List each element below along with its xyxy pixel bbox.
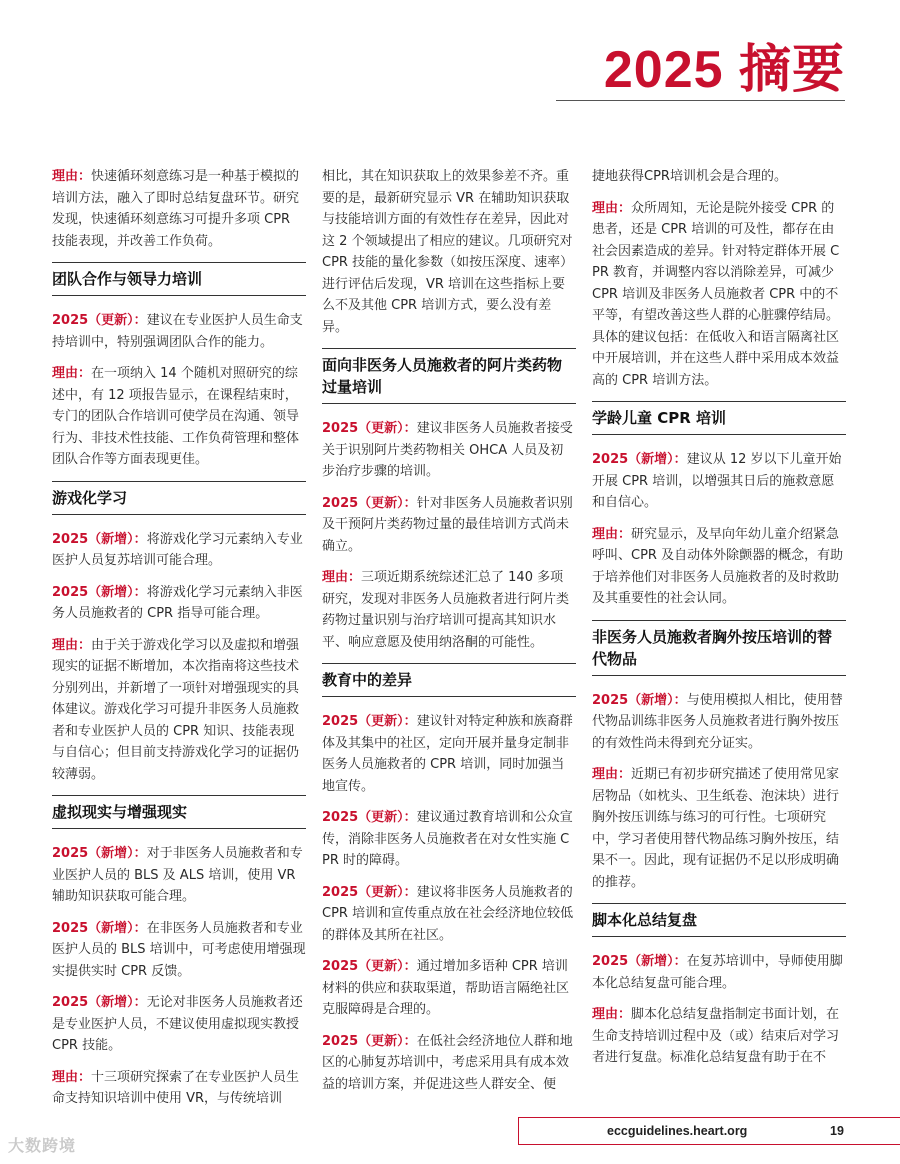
paragraph-text: 十三项研究探索了在专业医护人员生命支持知识培训中使用 VR，与传统培训 bbox=[52, 1069, 300, 1106]
column-3 bbox=[592, 166, 846, 1079]
section-heading: 教育中的差异 bbox=[322, 663, 576, 697]
paragraph-text: 在复苏培训中，导师使用脚本化总结复盘可能合理。 bbox=[592, 954, 843, 991]
paragraph bbox=[592, 524, 846, 610]
label-tag: 2025（新增）： bbox=[52, 584, 147, 600]
paragraph-text: 近期已有初步研究描述了使用常见家居物品（如枕头、卫生纸卷、泡沫块）进行胸外按压训练与练习的可行性。七项研究中，学习者使用替代物品练习胸外按压，结果不一。因此，现有证据仍不足以形成明确的推荐。 bbox=[592, 767, 840, 890]
label-tag: 2025（新增）： bbox=[52, 846, 147, 861]
label-tag: 2025（更新）： bbox=[322, 421, 417, 436]
paragraph-text: 由于关于游戏化学习以及虚拟和增强现实的证据不断增加，本次指南将这些技术分别列出，并新增了一项针对增强现实的具体建议。游戏化学习可提升非医务人员施救者和专业医护人员的 CPR 知识、技能表现与自信心；但目前支持游戏化学习的证据仍较薄弱。 bbox=[52, 637, 300, 782]
label-tag: 2025（更新）： bbox=[52, 313, 147, 328]
paragraph bbox=[52, 166, 306, 252]
paragraph-text: 众所周知，无论是院外接受 CPR 的患者，还是 CPR 培训的可及性，都存在由社会因素造成的差异。针对特定群体开展 CPR 教育，并调整内容以消除差异，可减少 CPR 培训及非医务人员施救者 CPR 中的不平等，有望改善这些人群的心脏骤停结局。具体的建议包括：在低收入和语言隔离社区中开展培训，并在这些人群中采用成本效益高的 CPR 培训方法。 bbox=[592, 200, 840, 388]
label-tag: 理由： bbox=[52, 366, 92, 381]
paragraph-text: 建议将非医务人员施救者的 CPR 培训和宣传重点放在社会经济地位较低的群体及其所在社区。 bbox=[322, 884, 574, 943]
paragraph bbox=[52, 582, 306, 625]
paragraph-text: 研究显示，及早向年幼儿童介绍紧急呼叫、CPR 及自动体外除颤器的概念，有助于培养他们对非医务人员施救者的及时救助及其重要性的社会认同。 bbox=[592, 526, 844, 606]
paragraph bbox=[322, 418, 576, 483]
paragraph bbox=[592, 1004, 846, 1069]
paragraph-text: 建议针对特定种族和族裔群体及其集中的社区，定向开展并量身定制非医务人员施救者的 CPR 培训，同时加强当地宣传。 bbox=[322, 714, 573, 794]
paragraph bbox=[592, 690, 846, 755]
paragraph-text: 建议通过教育培训和公众宣传，消除非医务人员施救者在对女性实施 CPR 时的障碍。 bbox=[322, 810, 573, 868]
paragraph bbox=[322, 807, 576, 872]
column-1 bbox=[52, 166, 306, 1120]
paragraph bbox=[52, 1067, 306, 1110]
section-heading: 非医务人员施救者胸外按压培训的替代物品 bbox=[592, 620, 846, 676]
section-heading: 脚本化总结复盘 bbox=[592, 903, 846, 937]
label-tag: 理由： bbox=[592, 1007, 632, 1022]
label-tag: 2025（新增）： bbox=[52, 995, 147, 1010]
paragraph bbox=[322, 493, 576, 558]
footer-url: eccguidelines.heart.org bbox=[607, 1124, 748, 1138]
section-heading: 游戏化学习 bbox=[52, 481, 306, 515]
paragraph-text: 在一项纳入 14 个随机对照研究的综述中，有 12 项报告显示，在课程结束时，专门的团队合作培训可使学员在沟通、领导行为、非技术性技能、工作负荷管理和整体团队合作等方面表现更佳。 bbox=[52, 366, 300, 467]
paragraph-text: 快速循环刻意练习是一种基于模拟的培训方法，融入了即时总结复盘环节。研究发现，快速循环刻意练习可提升多项 CPR 技能表现，并改善工作负荷。 bbox=[52, 169, 300, 249]
paragraph-text: 脚本化总结复盘指制定书面计划，在生命支持培训过程中及（或）结束后对学习者进行复盘。标准化总结复盘有助于在不 bbox=[592, 1007, 840, 1065]
label-tag: 理由： bbox=[592, 767, 632, 782]
paragraph bbox=[322, 1031, 576, 1096]
label-tag: 2025（新增）： bbox=[592, 954, 687, 969]
paragraph bbox=[52, 635, 306, 786]
paragraph-text: 建议非医务人员施救者接受关于识别阿片类药物相关 OHCA 人员及初步治疗步骤的培训。 bbox=[322, 421, 573, 479]
paragraph-text: 建议从 12 岁以下儿童开始开展 CPR 培训，以增强其日后的施救意愿和自信心。 bbox=[592, 452, 842, 510]
section-heading: 团队合作与领导力培训 bbox=[52, 262, 306, 296]
paragraph bbox=[322, 166, 576, 338]
title-divider bbox=[556, 100, 845, 101]
paragraph bbox=[52, 992, 306, 1057]
paragraph-text: 通过增加多语种 CPR 培训材料的供应和获取渠道，帮助语言隔绝社区克服障碍是合理的。 bbox=[322, 959, 570, 1017]
paragraph-text: 在低社会经济地位人群和地区的心肺复苏培训中，考虑采用具有成本效益的培训方案，并促进这些人群安全、便 bbox=[322, 1033, 573, 1092]
paragraph bbox=[52, 843, 306, 908]
paragraph bbox=[592, 764, 846, 893]
paragraph bbox=[52, 310, 306, 353]
paragraph-text: 与使用模拟人相比，使用替代物品训练非医务人员施救者进行胸外按压的有效性尚未得到充分证实。 bbox=[592, 692, 843, 751]
paragraph bbox=[592, 951, 846, 994]
page-title: 2025 摘要 bbox=[603, 41, 845, 99]
paragraph bbox=[322, 567, 576, 653]
paragraph-text: 在非医务人员施救者和专业医护人员的 BLS 培训中，可考虑使用增强现实提供实时 CPR 反馈。 bbox=[52, 920, 306, 979]
section-heading: 面向非医务人员施救者的阿片类药物过量培训 bbox=[322, 348, 576, 404]
paragraph bbox=[322, 711, 576, 797]
paragraph-text: 捷地获得CPR培训机会是合理的。 bbox=[592, 169, 787, 184]
section-heading: 虚拟现实与增强现实 bbox=[52, 795, 306, 829]
label-tag: 2025（更新）： bbox=[322, 959, 417, 974]
paragraph bbox=[592, 166, 846, 188]
paragraph-text: 建议在专业医护人员生命支持培训中，特别强调团队合作的能力。 bbox=[52, 313, 303, 350]
page-number: 19 bbox=[830, 1124, 844, 1138]
label-tag: 2025（更新）： bbox=[322, 714, 417, 729]
label-tag: 2025（新增）： bbox=[52, 531, 147, 547]
paragraph-text: 将游戏化学习元素纳入非医务人员施救者的 CPR 指导可能合理。 bbox=[52, 584, 303, 621]
watermark: 大数跨境 bbox=[8, 1136, 77, 1155]
label-tag: 2025（新增）： bbox=[592, 692, 687, 708]
paragraph-text: 相比，其在知识获取上的效果参差不齐。重要的是，最新研究显示 VR 在辅助知识获取与技能培训方面的有效性存在差异，因此对这 2 个领域提出了相应的建议。几项研究对 CPR 技能的量化参数（如按压深度、速率）进行评估后发现，VR 培训在这些指标上要么不及其他 CPR 培训方式，要么没有差异。 bbox=[322, 169, 574, 335]
paragraph bbox=[592, 198, 846, 392]
paragraph bbox=[52, 918, 306, 983]
column-2 bbox=[322, 166, 576, 1105]
label-tag: 2025（更新）： bbox=[322, 1033, 417, 1049]
label-tag: 理由： bbox=[592, 200, 632, 216]
label-tag: 理由： bbox=[52, 1069, 92, 1085]
paragraph bbox=[52, 529, 306, 572]
label-tag: 2025（更新）： bbox=[322, 884, 417, 900]
paragraph bbox=[322, 882, 576, 947]
paragraph bbox=[52, 363, 306, 471]
paragraph bbox=[322, 956, 576, 1021]
label-tag: 理由： bbox=[322, 570, 362, 585]
paragraph-text: 针对非医务人员施救者识别及干预阿片类药物过量的最佳培训方式尚未确立。 bbox=[322, 495, 573, 554]
paragraph-text: 对于非医务人员施救者和专业医护人员的 BLS 及 ALS 培训，使用 VR 辅助知识获取可能合理。 bbox=[52, 846, 303, 904]
label-tag: 理由： bbox=[52, 169, 92, 184]
label-tag: 理由： bbox=[52, 637, 92, 653]
section-heading: 学龄儿童 CPR 培训 bbox=[592, 401, 846, 435]
paragraph-text: 将游戏化学习元素纳入专业医护人员复苏培训可能合理。 bbox=[52, 531, 303, 568]
label-tag: 理由： bbox=[592, 526, 632, 542]
paragraph-text: 三项近期系统综述汇总了 140 多项研究，发现对非医务人员施救者进行阿片类药物过量识别与治疗培训可提高其知识水平、响应意愿及使用纳洛酮的可能性。 bbox=[322, 570, 570, 650]
label-tag: 2025（新增）： bbox=[52, 920, 147, 936]
paragraph bbox=[592, 449, 846, 514]
label-tag: 2025（更新）： bbox=[322, 810, 417, 825]
label-tag: 2025（新增）： bbox=[592, 452, 687, 467]
paragraph-text: 无论对非医务人员施救者还是专业医护人员，不建议使用虚拟现实教授 CPR 技能。 bbox=[52, 995, 303, 1053]
label-tag: 2025（更新）： bbox=[322, 495, 417, 511]
